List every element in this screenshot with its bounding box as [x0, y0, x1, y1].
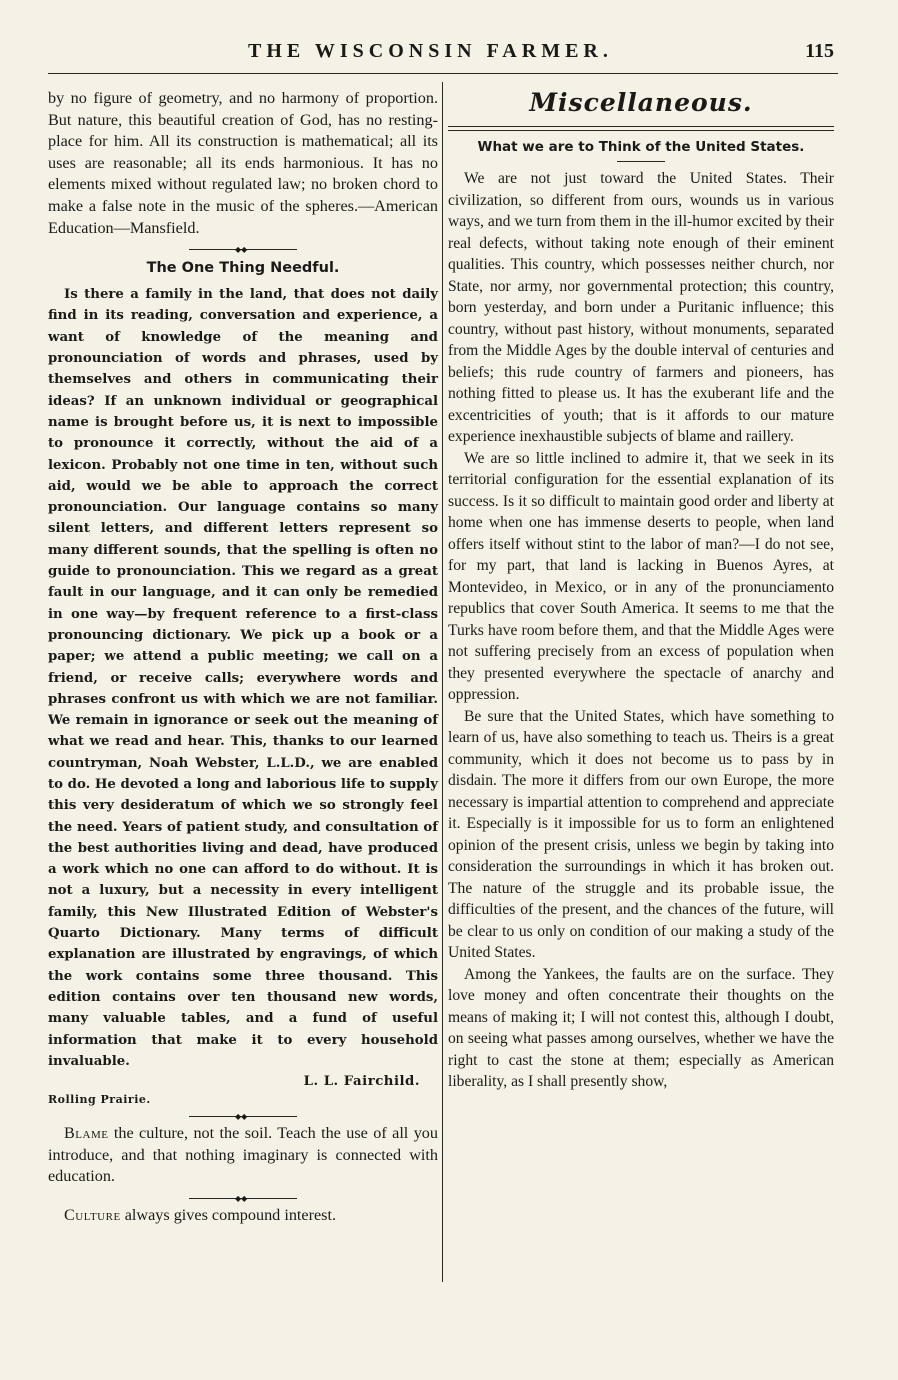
intro-paragraph: by no figure of geometry, and no harmony of proportion. But nature, this beautiful creation of God, has no resting-place for him. All its construction is mathematical; all its uses are reasonable; all its ends harmonious. It has no elements mixed without regulated law; no broken chord to make a false note in the music of the spheres.—American Education—Mansfield.: [48, 89, 438, 237]
culture-rest: always gives compound interest.: [120, 1205, 337, 1224]
article-paragraph: We are so little inclined to admire it, that we seek in its territorial configuration for the essential explanation of its success. Is it so difficult to maintain good order and liberty at home when one has immense deserts to people, when land offers itself without stint to the labor of man?—I do not see, for my part, that land is lacking in Buenos Ayres, at Montevideo, in Mexico, or in any of the pronunciamento republics that cover South America. It seems to me that the Turks have room before them, and that the Middle Ages were not suffering precisely from an excess of population when they presented everywhere the spectacle of anarchy and oppression.: [448, 449, 834, 703]
signature: L. L. Fairchild.: [303, 1074, 420, 1090]
blame-paragraph: [48, 1123, 438, 1188]
article-paragraph: Be sure that the United States, which have something to learn of us, have also something to teach us. Theirs is a great community, which it does not become us to pass by in disdain. The more it differs from our own Europe, the more necessary is impartial attention to comprehend and appreciate it. Especially is it impossible for us to form an enlightened opinion of the present crisis, unless we begin by taking into consideration the surroundings in which it has broken out. The nature of the struggle and its probable issue, the difficulties of the present, and the chances of the future, will be clear to us only on condition of our making a study of the United States.: [448, 707, 834, 961]
article-paragraph: We are not just toward the United States. Their civilization, so different from ours, wounds us in various ways, and we turn from them in the ill-humor excited by their real defects, without taking note enough of their eminent qualities. This country, which possesses neither church, nor State, nor army, nor governmental protection; this country, born yesterday, and born under a Puritanic influence; this country, without past history, without monuments, separated from the Middle Ages by the double interval of centuries and beliefs; this rude country of farmers and pioneers, has nothing fitted to please us. It has the exuberant life and the excentricities of youth; that is it affords to our mature experience inexhaustible subjects of blame and raillery.: [448, 170, 834, 445]
right-column: [448, 88, 834, 1093]
article-title: The One Thing Needful.: [146, 260, 340, 277]
culture-lead: Culture: [64, 1205, 121, 1224]
location: Rolling Prairie.: [48, 1093, 151, 1107]
blame-lead: Blame: [64, 1124, 109, 1143]
double-rule: [448, 126, 834, 131]
article-body: Is there a family in the land, that does not daily find in its reading, conversation and experience, a want of knowledge of the meaning and pronounciation of words and phrases, used by themselves and others in communicating their ideas? If an unknown individual or geographical name is brought before us, it is next to impossible to pronounce it correctly, without the aid of a lexicon. Probably not one time in ten, without such aid, would we be able to approach the correct pronounciation. Our language contains so many silent letters, and different letters represent so many different sounds, that the spelling is often no guide to pronounciation. This we regard as a great fault in our language, and it can only be remedied in one way—by frequent reference to a first-class pronouncing dictionary. We pick up a book or a paper; we attend a public meeting; we call on a friend, or receive calls; everywhere words and phrases confront us with which we are not familiar. We remain in ignorance or seek out the meaning of what we read and hear. This, thanks to our learned countryman, Noah Webster, L.L.D., we are enabled to do. He devoted a long and laborious life to supply this very desideratum of which we so strongly feel the need. Years of patient study, and consultation of the best authorities living and dead, have produced a work which no one can afford to do without. It is not a luxury, but a necessity in every intelligent family, this New Illustrated Edition of Webster's Quarto Dictionary. Many terms of difficult explanation are illustrated by engravings, of which the work contains some three thousand. This edition contains over ten thousand new words, many valuable tables, and a fund of useful information that make it to every household invaluable.: [48, 287, 438, 1069]
left-column: [48, 88, 438, 1227]
section-heading: Miscellaneous.: [529, 88, 753, 117]
ornament-rule: ◆◆: [189, 1116, 297, 1117]
running-title: THE WISCONSIN FARMER.: [248, 40, 613, 62]
page-number: 115: [805, 40, 834, 62]
ornament-rule: ◆◆: [189, 1198, 297, 1199]
column-divider: [442, 82, 443, 1282]
culture-paragraph: [48, 1205, 438, 1227]
header-rule: [48, 73, 838, 74]
article-paragraph: Among the Yankees, the faults are on the surface. They love money and often concentrate their thoughts on the means of making it; I will not contest this, although I doubt, on seeing what passes among ourselves, whether we have the right to cast the stone at them; especially as American liberality, as I shall presently show,: [448, 965, 834, 1090]
blame-rest: the culture, not the soil. Teach the use of all you introduce, and that nothing imaginary is connected with education.: [48, 1124, 438, 1186]
article-title: What we are to Think of the United States.: [477, 139, 805, 155]
page-header: [48, 40, 838, 70]
ornament-rule: ◆◆: [189, 249, 297, 250]
title-rule: [617, 161, 665, 162]
